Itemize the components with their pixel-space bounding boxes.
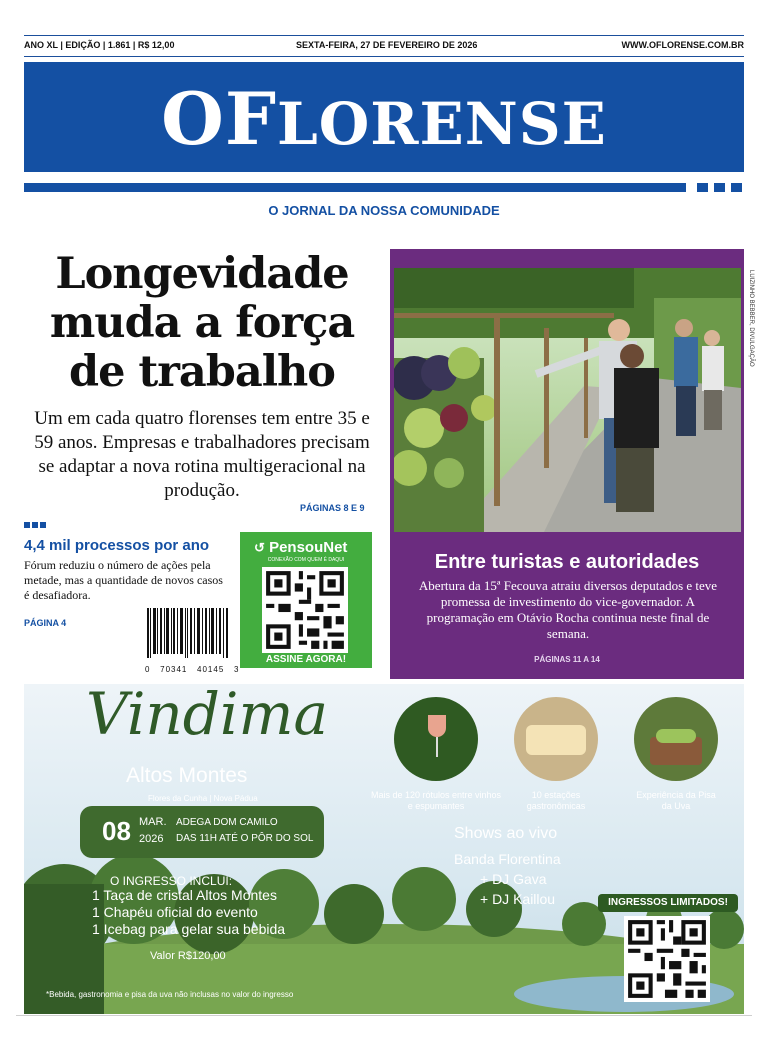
- vindima-ad[interactable]: [24, 684, 744, 1014]
- ad-brand: Altos Montes: [126, 764, 248, 787]
- brief-text: Fórum reduziu o número de ações pela metade, mas a quantidade de novos casos é desafiadora.: [24, 558, 223, 602]
- wine-glass-icon: [394, 697, 478, 781]
- ad-shows-list: Banda Florentina + DJ Gava + DJ Kaillou: [454, 851, 561, 907]
- food-icon: [514, 697, 598, 781]
- vineyard-photo: [394, 268, 741, 532]
- pensounet-brand: ↺ PensouNet: [254, 539, 348, 556]
- pensounet-cta[interactable]: ASSINE AGORA!: [265, 654, 347, 665]
- brief-marker: [32, 522, 38, 528]
- ad-feature-2: 10 estações gastronômicas: [526, 790, 586, 811]
- pensounet-ad[interactable]: [240, 532, 372, 668]
- ad-footnote: *Bebida, gastronomia e pisa da uva não inclusas no valor do ingresso: [46, 990, 294, 999]
- stripe-square: [714, 183, 725, 192]
- photo-credit: LUIZINHO BEBBER, DIVULGAÇÃO: [748, 270, 754, 367]
- ad-feature-1: Mais de 120 rótulos entre vinhos e espumantes: [370, 790, 502, 811]
- feature-photo[interactable]: [394, 268, 741, 532]
- ad-month: MAR.: [139, 816, 167, 828]
- top-rule: [24, 35, 744, 36]
- lead-pages[interactable]: PÁGINAS 8 E 9: [300, 503, 365, 513]
- stripe-square: [697, 183, 708, 192]
- brief-pages[interactable]: PÁGINA 4: [24, 618, 67, 628]
- qr-code-icon[interactable]: [262, 567, 348, 653]
- stripe-square: [731, 183, 742, 192]
- ad-included-list: 1 Taça de cristal Altos Montes 1 Chapéu oficial do evento 1 Icebag para gelar sua bebida: [92, 887, 286, 937]
- ad-script-title: Vindima: [86, 684, 329, 748]
- ad-shows-title: Shows ao vivo: [454, 825, 558, 842]
- feature-title[interactable]: Entre turistas e autoridades: [434, 551, 700, 573]
- feature-text: Abertura da 15ª Fecouva atraiu diversos deputados e teve promessa de investimento do vice-governador. A programação em Otávio Rocha continua neste final de semana.: [418, 578, 718, 641]
- slogan: O JORNAL DA NOSSA COMUNIDADE: [268, 203, 500, 218]
- lead-headline[interactable]: Longevidade muda a força de trabalho: [49, 249, 355, 397]
- barcode: [145, 608, 240, 674]
- ad-date-box: [80, 806, 324, 858]
- pensounet-tagline: CONEXÃO COM QUEM É DAQUI: [267, 557, 345, 563]
- brief-title[interactable]: 4,4 mil processos por ano: [24, 537, 210, 554]
- barcode-number: 0 70341 40145 3: [145, 665, 240, 674]
- ad-hours: DAS 11H ATÉ O PÔR DO SOL: [176, 833, 314, 844]
- top-rule-lower: [24, 56, 744, 57]
- masthead-stripe: [24, 183, 686, 192]
- ad-brand-sub: Flores da Cunha | Nova Pádua: [148, 794, 258, 803]
- barcode-graphic: [145, 608, 231, 660]
- ad-included-title: O INGRESSO INCLUI:: [110, 874, 233, 888]
- lead-deck: Um em cada quatro florenses tem entre 35 e 59 anos. Empresas e trabalhadores precisam se adaptar a nova rotina multigeracional na produção.: [34, 408, 370, 501]
- newspaper-name: OFLORENSE: [161, 76, 607, 161]
- ad-venue: ADEGA DOM CAMILO: [176, 817, 278, 828]
- bottom-rule: [16, 1015, 752, 1016]
- ad-price: Valor R$120,00: [150, 950, 226, 962]
- qr-code-icon[interactable]: [624, 916, 710, 1002]
- edition-info: ANO XL | EDIÇÃO | 1.861 | R$ 12,00: [24, 40, 175, 50]
- masthead[interactable]: [24, 62, 744, 172]
- website-link[interactable]: WWW.OFLORENSE.COM.BR: [621, 40, 744, 50]
- ad-feature-3: Experiência da Pisa da Uva: [636, 790, 716, 811]
- feature-pages[interactable]: PÁGINAS 11 A 14: [534, 655, 600, 664]
- ad-day: 08: [102, 816, 131, 846]
- ad-limited-badge: INGRESSOS LIMITADOS!: [598, 894, 738, 912]
- grape-stomp-icon: [634, 697, 718, 781]
- top-info-bar: [24, 36, 744, 56]
- issue-date: SEXTA-FEIRA, 27 DE FEVEREIRO DE 2026: [296, 40, 478, 50]
- brief-marker: [40, 522, 46, 528]
- wifi-icon: ↺: [254, 540, 265, 555]
- ad-year: 2026: [139, 833, 164, 845]
- brief-marker: [24, 522, 30, 528]
